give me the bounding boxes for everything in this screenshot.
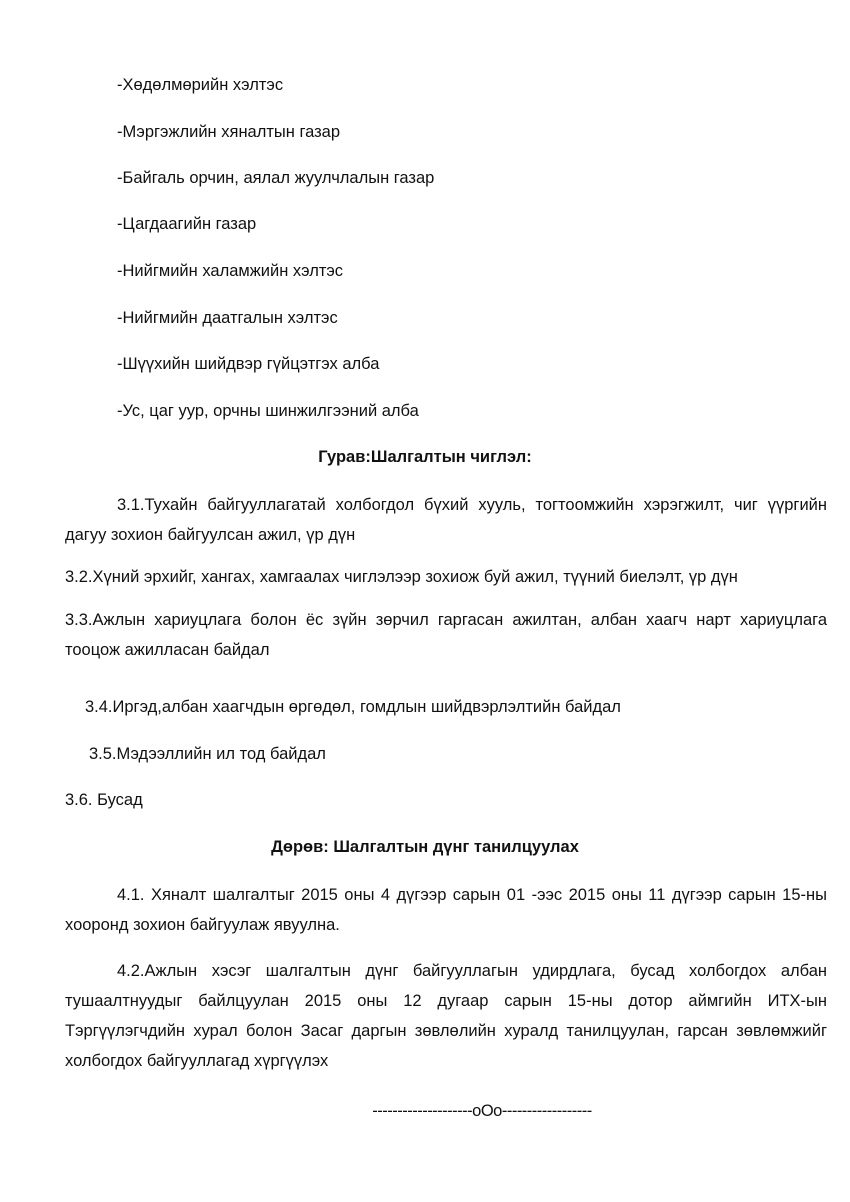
list-item: -Шүүхийн шийдвэр гүйцэтгэх алба xyxy=(117,355,380,373)
section-3-item-5: 3.5.Мэдээллийн ил тод байдал xyxy=(89,745,326,763)
section-4-heading: Дөрөв: Шалгалтын дүнг танилцуулах xyxy=(271,838,579,856)
section-4-item-2: 4.2.Ажлын хэсэг шалгалтын дүнг байгууллагын удирдлага, бусад холбогдох албан тушаалтнуудыг байлцуулан 2015 оны 12 дугаар сарын 15-ны дотор аймгийн ИТХ-ын Тэргүүлэгчдийн хурал болон Засаг даргын зөвлөлийн хуралд танилцуулан, гарсан зөвлөмжийг холбогдох байгууллагад хүргүүлэх xyxy=(65,962,827,1070)
list-item: -Нийгмийн даатгалын хэлтэс xyxy=(117,309,338,327)
list-item: -Нийгмийн халамжийн хэлтэс xyxy=(117,262,344,280)
section-3-heading: Гурав:Шалгалтын чиглэл: xyxy=(318,448,532,466)
section-4-item-1: 4.1. Хяналт шалгалтыг 2015 оны 4 дүгээр сарын 01 -ээс 2015 оны 11 дүгээр сарын 15-ны хооронд зохион байгуулаж явуулна. xyxy=(65,886,827,934)
section-3-item-2: 3.2.Хүний эрхийг, хангах, хамгаалах чиглэлээр зохиож буй ажил, түүний биелэлт, үр дүн xyxy=(65,568,738,586)
list-item: -Мэргэжлийн хяналтын газар xyxy=(117,123,341,141)
list-item: -Ус, цаг уур, орчны шинжилгээний алба xyxy=(117,402,419,420)
section-3-item-1: 3.1.Тухайн байгууллагатай холбогдол бүхий хууль, тогтоомжийн хэрэгжилт, чиг үүргийн дагуу зохион байгуулсан ажил, үр дүн xyxy=(65,496,827,544)
section-3-item-3: 3.3.Ажлын хариуцлага болон ёс зүйн зөрчил гаргасан ажилтан, албан хаагч нарт хариуцлага тооцож ажилласан байдал xyxy=(65,611,827,659)
end-separator: --------------------oOo------------------ xyxy=(372,1102,592,1120)
list-item: -Байгаль орчин, аялал жуулчлалын газар xyxy=(117,169,435,187)
section-3-item-4: 3.4.Иргэд,албан хаагчдын өргөдөл, гомдлын шийдвэрлэлтийн байдал xyxy=(85,698,621,716)
list-item: -Цагдаагийн газар xyxy=(117,215,257,233)
list-item: -Хөдөлмөрийн хэлтэс xyxy=(117,76,284,94)
section-3-item-6: 3.6. Бусад xyxy=(65,791,143,809)
